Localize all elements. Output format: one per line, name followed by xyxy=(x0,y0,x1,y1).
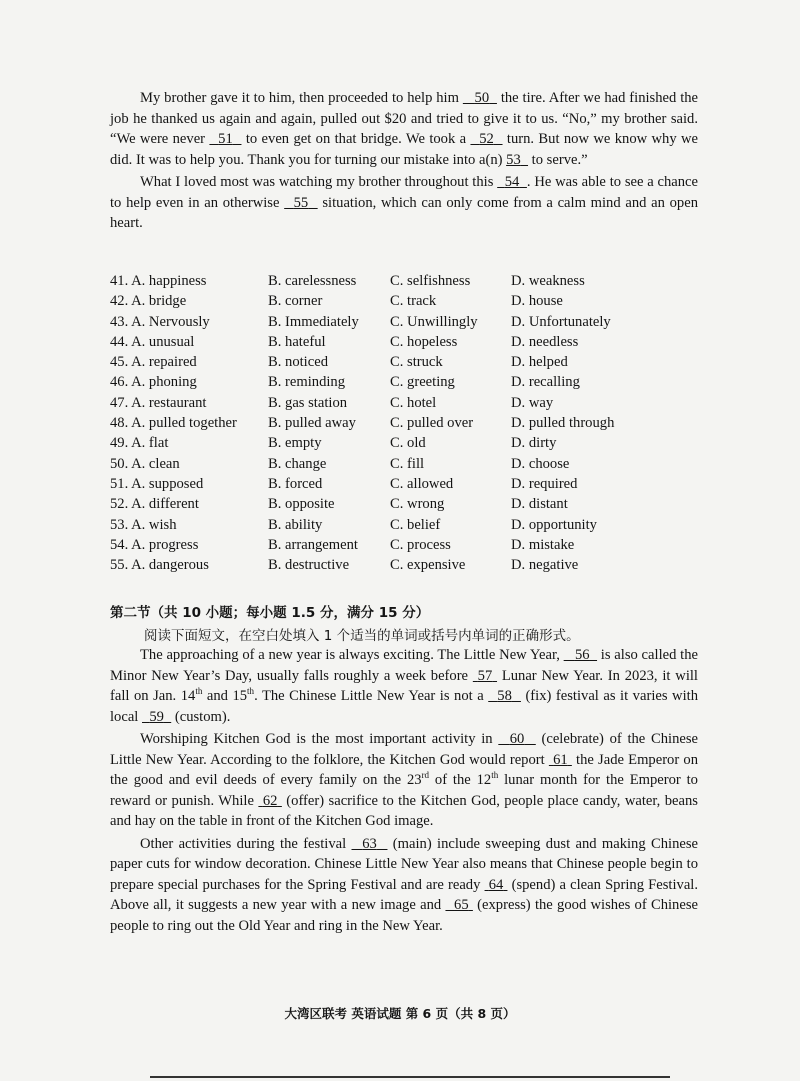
option-a: 41. A. happiness xyxy=(110,273,207,289)
blank-60: 60 xyxy=(509,731,525,747)
option-d: D. pulled through xyxy=(511,415,615,432)
option-a: 50. A. clean xyxy=(110,455,180,472)
text: . The Chinese Little New Year is not a xyxy=(254,688,489,704)
passage1-paragraph-2 xyxy=(110,172,698,234)
text: (celebrate) of the Chinese Little New Year. According to the folklore, the Kitchen God would report xyxy=(110,731,699,768)
text: Other activities during the festival xyxy=(140,835,352,852)
superscript: th xyxy=(491,770,499,781)
blank-58: 58 xyxy=(497,688,512,704)
option-b: B. hateful xyxy=(268,333,326,350)
option-d: D. Unfortunately xyxy=(511,313,611,330)
option-c: C. process xyxy=(390,536,451,553)
text: turn. But now we know why we did. It was to help you. Thank you for turning our mistake into a(n) xyxy=(110,131,699,168)
option-d: D. way xyxy=(511,394,554,411)
text: the tire. After we had finished the job he thanked us again and again, pulled out $20 and tried to give it to us. “No,” my brother said. “We were never xyxy=(110,90,699,147)
blank-53: 53 xyxy=(506,151,521,168)
text: of the 12 xyxy=(429,772,492,788)
blank-59: 59 xyxy=(149,708,164,725)
blank-64: 64 xyxy=(488,876,504,893)
blank-57: 57 xyxy=(477,667,493,684)
option-a: 53. A. wish xyxy=(110,516,177,533)
text: lunar month for the Emperor to reward or punish. While xyxy=(110,772,698,809)
option-c: C. allowed xyxy=(390,475,454,492)
option-c: C. fill xyxy=(390,455,425,472)
option-b: B. Immediately xyxy=(268,313,359,330)
option-c: C. old xyxy=(390,435,426,452)
option-a: 52. A. different xyxy=(110,496,199,513)
superscript: th xyxy=(195,686,203,697)
option-d: D. weakness xyxy=(511,273,585,289)
text: (offer) sacrifice to the Kitchen God, people place candy, water, beans and hay on the table in front of the Kitchen God image. xyxy=(110,792,698,829)
page-footer: 大湾区联考 英语试题 第 6 页（共 8 页） xyxy=(284,1006,516,1021)
text: The approaching of a new year is always exciting. The Little New Year, xyxy=(140,647,564,663)
text: (spend) a clean Spring Festival. Above all, it suggests a new year with a new image and xyxy=(110,876,698,913)
scan-edge-line xyxy=(150,1076,670,1078)
option-b: B. ability xyxy=(268,516,323,533)
text: the Jade Emperor on the good and evil deeds of every family on the 23 xyxy=(110,751,698,788)
option-d: D. distant xyxy=(511,496,568,513)
option-b: B. forced xyxy=(268,475,323,492)
blank-55: 55 xyxy=(293,194,309,211)
option-d: D. opportunity xyxy=(511,516,597,533)
option-b: B. corner xyxy=(268,293,323,310)
option-a: 49. A. flat xyxy=(110,435,169,452)
option-d: D. choose xyxy=(511,455,570,472)
option-d: D. negative xyxy=(511,557,579,574)
option-a: 45. A. repaired xyxy=(110,354,197,371)
option-d: D. dirty xyxy=(511,435,557,452)
option-d: D. needless xyxy=(511,333,579,350)
blank-63: 63 xyxy=(362,835,377,852)
text: Lunar New Year. In 2023, it will fall on Jan. 14 xyxy=(110,667,698,704)
option-b: B. noticed xyxy=(268,354,328,371)
option-b: B. destructive xyxy=(268,557,350,574)
option-b: B. empty xyxy=(268,435,322,452)
superscript: rd xyxy=(421,770,430,781)
option-a: 55. A. dangerous xyxy=(110,557,209,574)
option-c: C. wrong xyxy=(390,496,445,513)
blank-65: 65 xyxy=(454,897,469,913)
option-c: C. hopeless xyxy=(390,333,458,350)
text: My brother gave it to him, then proceeded to help him xyxy=(140,90,463,106)
option-c: C. hotel xyxy=(390,394,437,411)
passage2-paragraph-3 xyxy=(110,834,698,937)
text: is also called the Minor New Year’s Day, usually falls roughly a week before xyxy=(110,647,698,684)
option-a: 44. A. unusual xyxy=(110,333,195,350)
option-d: D. helped xyxy=(511,354,568,371)
text: to even get on that bridge. We took a xyxy=(241,131,471,147)
option-c: C. belief xyxy=(390,516,441,533)
option-a: 43. A. Nervously xyxy=(110,313,210,330)
blank-50: 50 xyxy=(474,90,490,106)
option-c: C. Unwillingly xyxy=(390,313,478,330)
option-b: B. gas station xyxy=(268,394,348,411)
option-b: B. opposite xyxy=(268,496,335,513)
option-d: D. house xyxy=(511,293,563,310)
text: situation, which can only come from a calm mind and an open heart. xyxy=(110,194,699,231)
text: Worshiping Kitchen God is the most important activity in xyxy=(140,731,499,747)
text: What I loved most was watching my brother throughout this xyxy=(140,174,498,190)
option-a: 54. A. progress xyxy=(110,536,199,553)
option-a: 46. A. phoning xyxy=(110,374,197,391)
passage1 xyxy=(110,88,698,234)
superscript: th xyxy=(247,686,255,697)
text: (custom). xyxy=(171,708,231,725)
option-b: B. arrangement xyxy=(268,536,358,553)
blank-51: 51 xyxy=(218,131,233,147)
option-b: B. change xyxy=(268,455,327,472)
blank-61: 61 xyxy=(553,751,568,768)
section-2-instruction: 阅读下面短文，在空白处填入 1 个适当的单词或括号内单词的正确形式。 xyxy=(144,628,580,644)
section-2-heading: 第二节（共 10 小题；每小题 1.5 分，满分 15 分） xyxy=(110,605,430,621)
option-a: 42. A. bridge xyxy=(110,293,187,310)
option-b: B. pulled away xyxy=(268,415,356,432)
option-a: 48. A. pulled together xyxy=(110,415,237,432)
blank-54: 54 xyxy=(504,174,520,190)
option-c: C. struck xyxy=(390,354,443,371)
text: to serve.” xyxy=(528,151,588,168)
option-d: D. recalling xyxy=(511,374,580,391)
text: (main) include sweeping dust and making Chinese paper cuts for window decoration. Chinese Little New Year also means that Chinese people begin to prepare special purchases for the Spring Festival and are ready xyxy=(110,835,699,893)
option-c: C. greeting xyxy=(390,374,455,391)
passage2-paragraph-1 xyxy=(110,645,698,727)
option-b: B. reminding xyxy=(268,374,346,391)
option-c: C. pulled over xyxy=(390,415,474,432)
text: (fix) festival as it varies with local xyxy=(110,688,698,725)
option-d: D. required xyxy=(511,475,578,492)
option-a: 47. A. restaurant xyxy=(110,394,207,411)
blank-56: 56 xyxy=(574,647,590,663)
option-a: 51. A. supposed xyxy=(110,475,204,492)
text: (express) the good wishes of Chinese people to ring out the Old Year and ring in the New Year. xyxy=(110,897,698,934)
passage1-paragraph-1 xyxy=(110,88,698,170)
blank-52: 52 xyxy=(479,131,494,147)
blank-62: 62 xyxy=(262,792,278,809)
passage2-paragraph-2 xyxy=(110,729,698,832)
option-d: D. mistake xyxy=(511,536,575,553)
option-b: B. carelessness xyxy=(268,273,357,289)
text: . He was able to see a chance to help even in an otherwise xyxy=(110,174,698,211)
text: and 15 xyxy=(202,688,248,704)
passage2 xyxy=(110,645,698,936)
option-c: C. selfishness xyxy=(390,273,471,289)
option-c: C. expensive xyxy=(390,557,466,574)
option-c: C. track xyxy=(390,293,437,310)
